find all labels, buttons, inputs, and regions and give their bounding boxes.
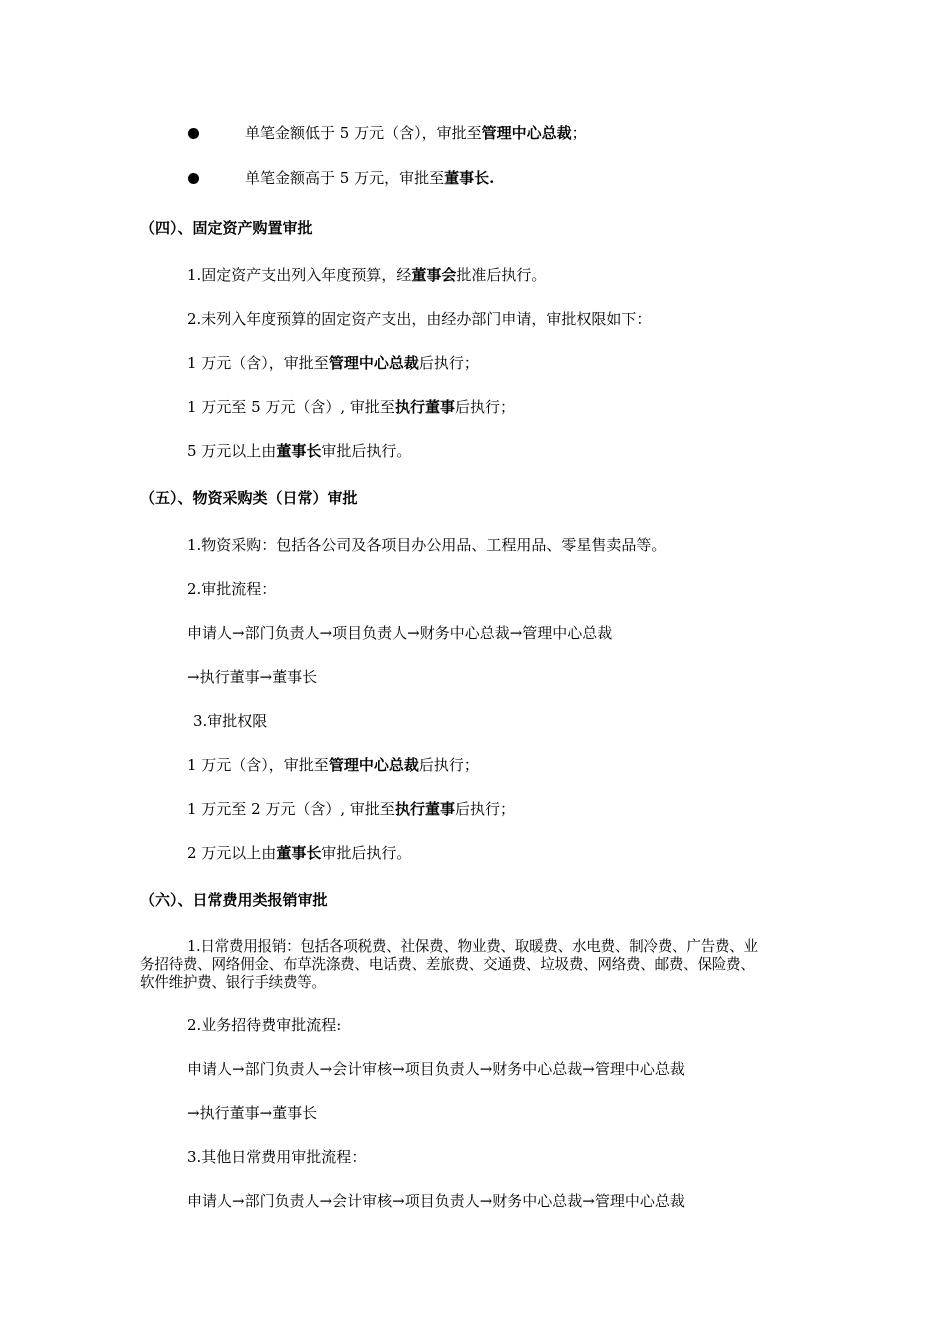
text: 审批后执行。 [321,442,412,460]
text: 批准后执行。 [456,266,547,284]
text: 后执行； [418,756,479,774]
flow-line: 申请人→部门负责人→项目负责人→财务中心总裁→管理中心总裁 [187,624,613,642]
bullet-text: 单笔金额低于 5 万元（含），审批至 [245,124,482,142]
bold-text: 董事长 [276,442,322,460]
text: 1 万元（含），审批至 [187,756,329,774]
text: 审批后执行。 [321,844,412,862]
flow-line: 申请人→部门负责人→会计审核→项目负责人→财务中心总裁→管理中心总裁 [187,1192,685,1210]
text: 1 万元至 5 万元（含）, 审批至 [187,398,395,416]
bullet-text: 单笔金额高于 5 万元，审批至 [245,169,445,187]
flow-line: 申请人→部门负责人→会计审核→项目负责人→财务中心总裁→管理中心总裁 [187,1060,685,1078]
bullet-text: ； [571,124,587,142]
paragraph [187,265,546,285]
bold-text: 执行董事 [394,398,455,416]
bullet-item [245,123,587,143]
paragraph: 2.业务招待费审批流程: [187,1016,342,1034]
text: 后执行； [418,354,479,372]
section-heading: （四）、固定资产购置审批 [140,219,313,237]
bullet-bold-text: 管理中心总裁 [481,124,572,142]
text: 1.固定资产支出列入年度预算，经 [187,266,412,284]
bullet-dot [188,128,199,139]
paragraph: 2.未列入年度预算的固定资产支出，由经办部门申请，审批权限如下： [187,310,652,328]
text: 后执行； [454,398,515,416]
bullet-item [245,168,494,188]
text: 5 万元以上由 [187,442,277,460]
bold-text: 管理中心总裁 [328,756,419,774]
paragraph-line: 软件维护费、银行手续费等。 [140,974,326,991]
paragraph: 3.审批权限 [193,712,268,730]
paragraph-line: 1.日常费用报销：包括各项税费、社保费、物业费、取暖费、水电费、制冷费、广告费、业 [187,938,758,955]
flow-line: →执行董事→董事长 [187,1104,318,1122]
paragraph: 1.物资采购：包括各公司及各项目办公用品、工程用品、零星售卖品等。 [187,536,667,554]
bold-text: 管理中心总裁 [328,354,419,372]
paragraph [187,353,479,373]
bullet-dot [188,173,199,184]
text: 1 万元（含），审批至 [187,354,329,372]
paragraph: 2.审批流程： [187,580,277,598]
paragraph: 3.其他日常费用审批流程： [187,1148,367,1166]
paragraph [187,799,515,819]
text: 2 万元以上由 [187,844,277,862]
section-heading: （五）、物资采购类（日常）审批 [140,489,358,507]
bold-text: 董事会 [411,266,457,284]
paragraph [187,397,515,417]
paragraph [187,441,411,461]
bold-text: 董事长 [276,844,322,862]
text: 后执行； [454,800,515,818]
bullet-bold-text: 董事长. [444,169,495,187]
flow-line: →执行董事→董事长 [187,668,318,686]
text: 1 万元至 2 万元（含）, 审批至 [187,800,395,818]
section-heading: （六）、日常费用类报销审批 [140,891,328,909]
paragraph-line: 务招待费、网络佣金、布草洗涤费、电话费、差旅费、交通费、垃圾费、网络费、邮费、保险费、 [140,956,755,973]
paragraph [187,755,479,775]
paragraph [187,843,411,863]
bold-text: 执行董事 [394,800,455,818]
